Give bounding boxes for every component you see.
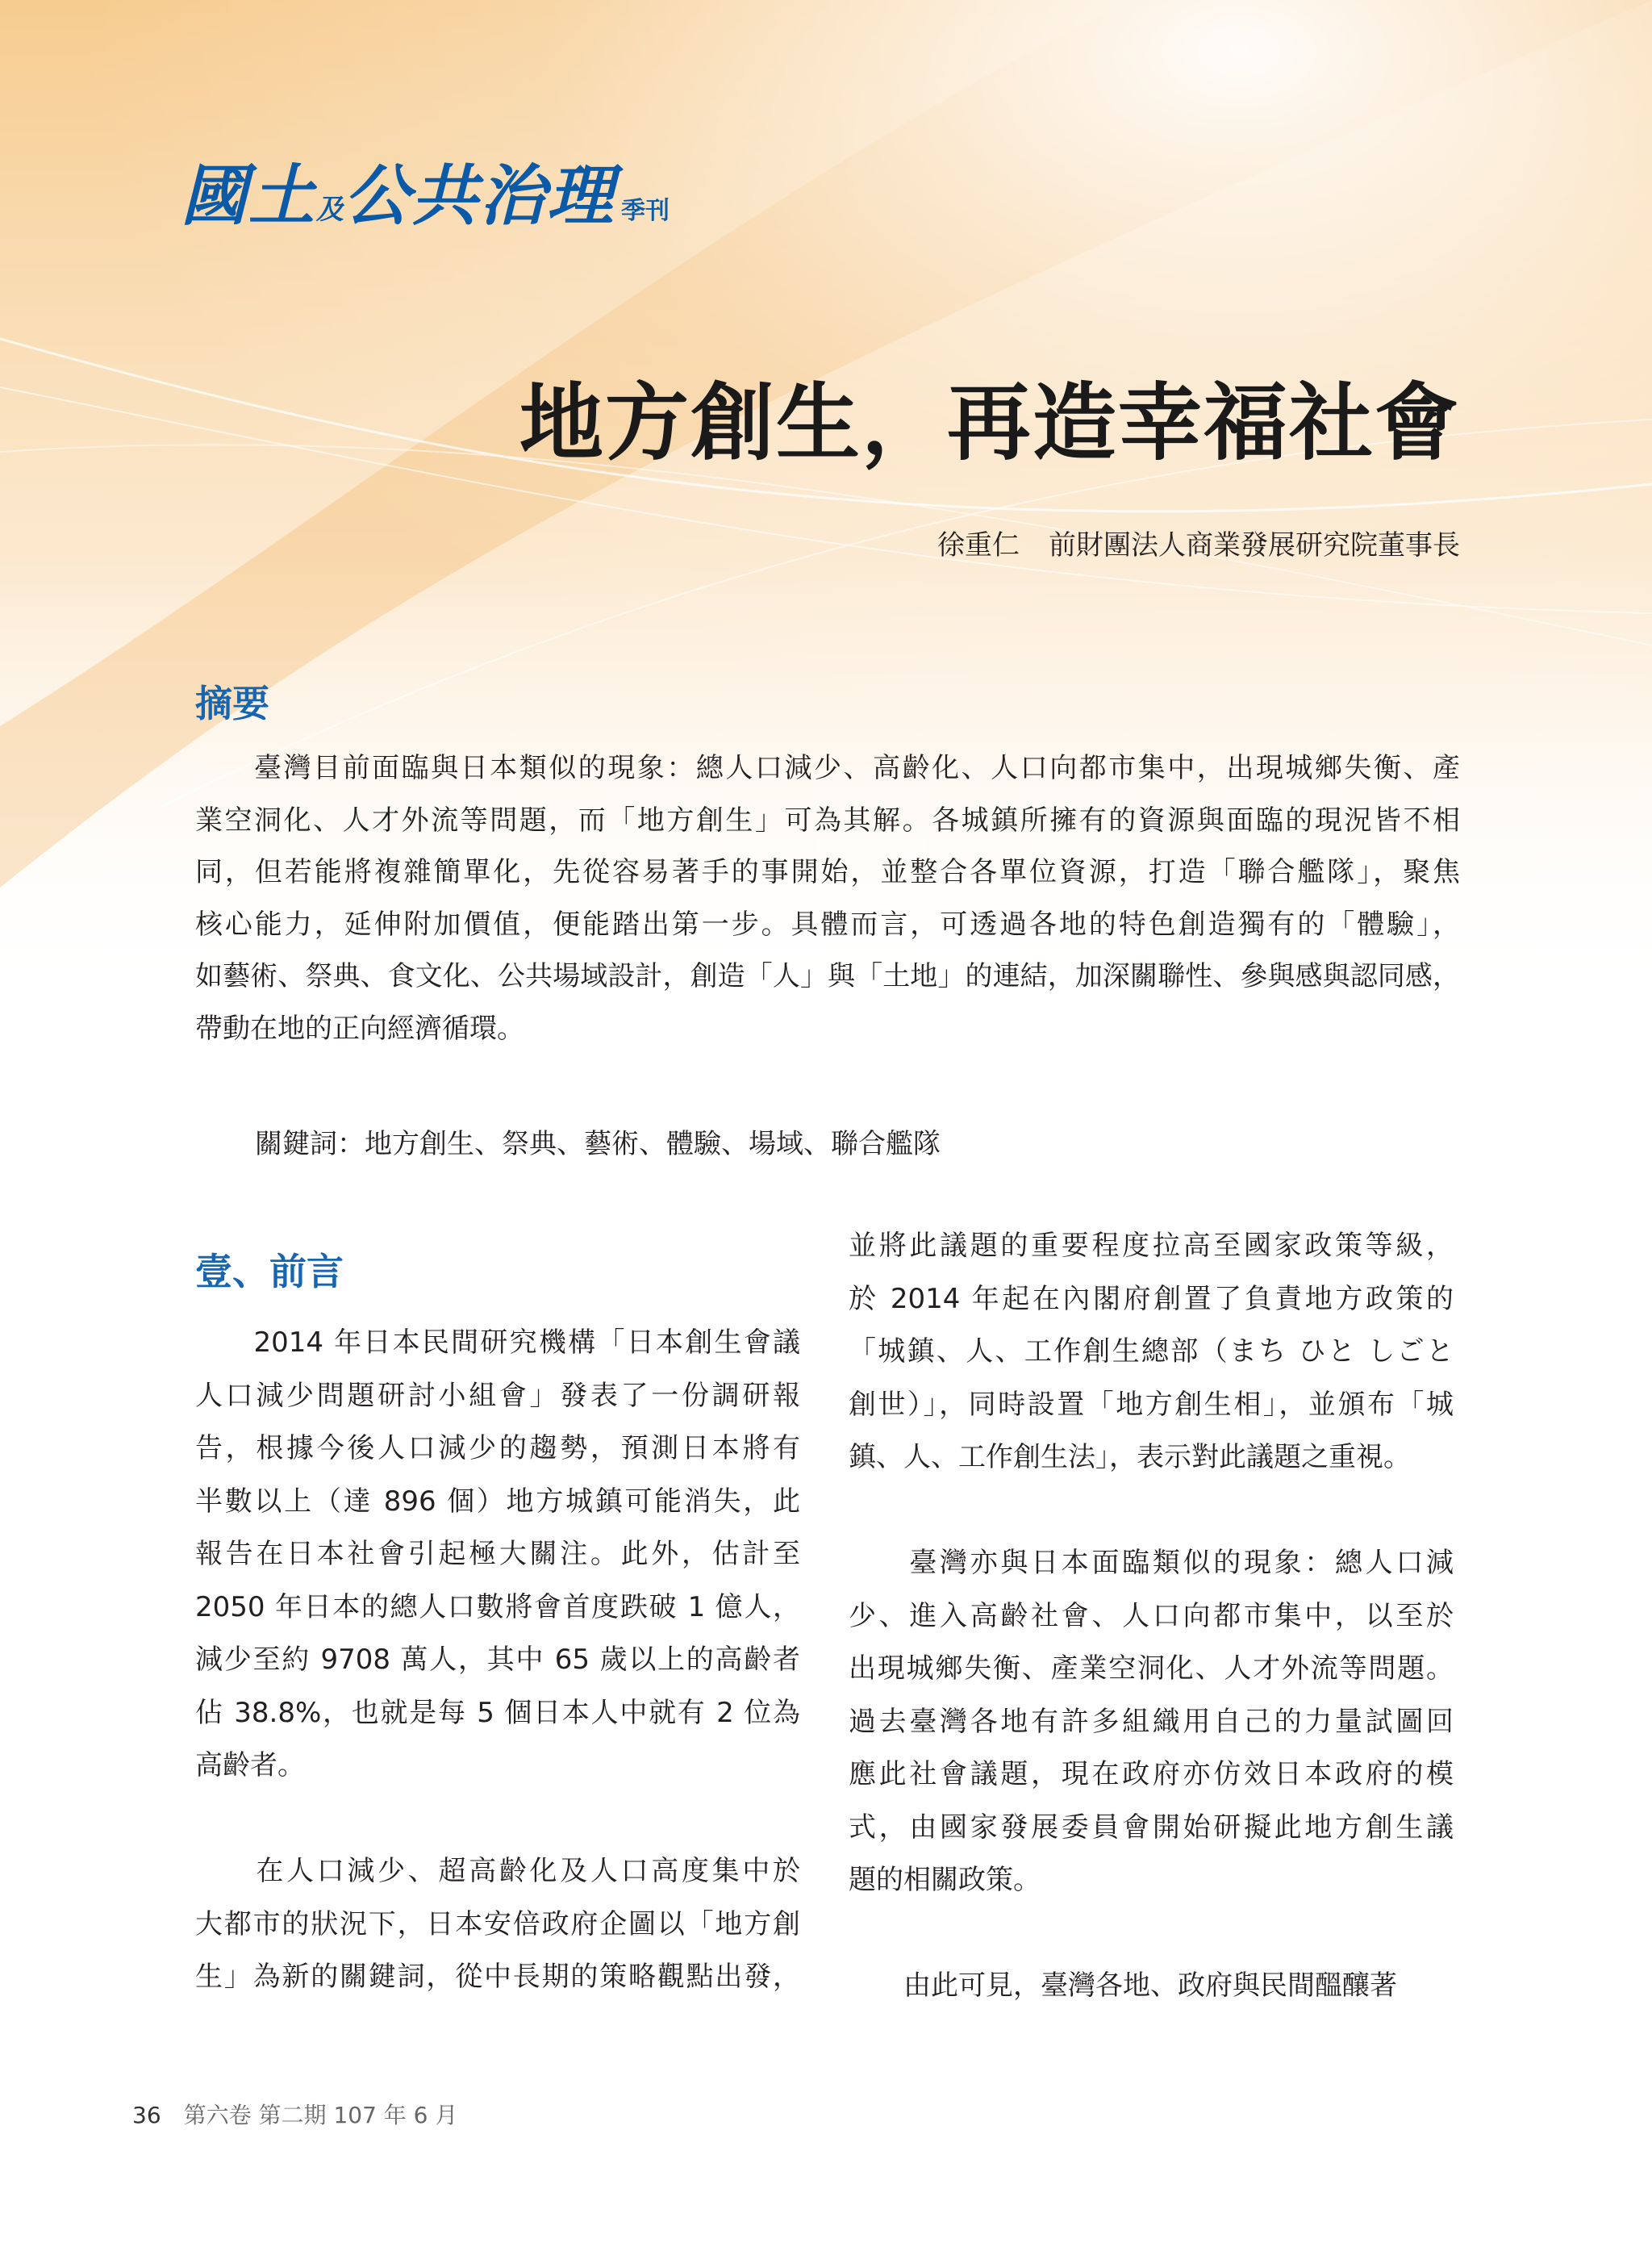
body-line: 少、進入高齡社會、人口向都市集中，以至於 <box>849 1599 1454 1632</box>
masthead-part2: 公共治理 <box>344 157 615 235</box>
abstract-line: 同，但若能將複雜簡單化，先從容易著手的事開始，並整合各單位資源，打造「聯合艦隊」，聚焦 <box>195 856 1460 888</box>
masthead-conjunction: 及 <box>316 194 344 226</box>
author-affiliation: 前財團法人商業發展研究院董事長 <box>1049 529 1460 562</box>
masthead-tag: 季刊 <box>621 197 670 225</box>
body-line: 高齡者。 <box>195 1749 305 1781</box>
body-line: 2050 年日本的總人口數將會首度跌破 1 億人， <box>195 1590 800 1623</box>
journal-masthead <box>181 144 670 238</box>
body-line: 報告在日本社會引起極大關注。此外，估計至 <box>195 1538 800 1570</box>
body-line: 創世）」，同時設置「地方創生相」，並頒布「城 <box>849 1388 1454 1421</box>
body-line: 由此可見，臺灣各地、政府與民間醞釀著 <box>849 1969 1397 2002</box>
body-line: 人口減少問題研討小組會」發表了一份調研報 <box>195 1379 800 1412</box>
article-title: 地方創生，再造幸福社會 <box>519 373 1460 472</box>
body-line: 減少至約 9708 萬人，其中 65 歲以上的高齡者 <box>195 1644 800 1676</box>
right-column <box>849 1220 1454 2013</box>
author-line <box>937 523 1460 562</box>
body-line: 生」為新的關鍵詞，從中長期的策略觀點出發， <box>195 1961 800 1993</box>
page-footer <box>132 2098 457 2130</box>
body-line: 出現城鄉失衡、產業空洞化、人才外流等問題。 <box>849 1652 1454 1685</box>
abstract-line: 核心能力，延伸附加價值，便能踏出第一步。具體而言，可透過各地的特色創造獨有的「體驗」， <box>195 908 1460 941</box>
body-line: 題的相關政策。 <box>849 1864 1041 1896</box>
section-heading: 壹、前言 <box>195 1250 344 1293</box>
body-line: 過去臺灣各地有許多組織用自己的力量試圖回 <box>849 1705 1454 1738</box>
keywords: 關鍵詞：地方創生、祭典、藝術、體驗、場域、聯合艦隊 <box>255 1128 941 1160</box>
author-name: 徐重仁 <box>937 529 1020 562</box>
body-line: 並將此議題的重要程度拉高至國家政策等級， <box>849 1230 1454 1262</box>
body-line: 鎮、人、工作創生法」，表示對此議題之重視。 <box>849 1441 1411 1473</box>
body-line: 應此社會議題，現在政府亦仿效日本政府的模 <box>849 1758 1454 1790</box>
abstract-line: 如藝術、祭典、食文化、公共場域設計，創造「人」與「土地」的連結，加深關聯性、參與感與認同感， <box>195 960 1460 992</box>
body-line: 在人口減少、超高齡化及人口高度集中於 <box>195 1855 800 1887</box>
masthead-part1: 國土 <box>181 157 316 235</box>
body-line: 大都市的狀況下，日本安倍政府企圖以「地方創 <box>195 1907 800 1940</box>
issue-info: 第六卷 第二期 107 年 6 月 <box>183 2102 458 2128</box>
body-line: 半數以上（達 896 個）地方城鎮可能消失，此 <box>195 1485 800 1518</box>
body-line: 於 2014 年起在內閣府創置了負責地方政策的 <box>849 1282 1454 1315</box>
page-number: 36 <box>132 2102 161 2128</box>
body-line: 「城鎮、人、工作創生總部（まち ひと しごと <box>849 1335 1454 1368</box>
body-line: 式，由國家發展委員會開始研擬此地方創生議 <box>849 1811 1454 1844</box>
body-line: 告，根據今後人口減少的趨勢，預測日本將有 <box>195 1432 800 1464</box>
abstract-line: 業空洞化、人才外流等問題，而「地方創生」可為其解。各城鎮所擁有的資源與面臨的現況皆不相 <box>195 804 1460 837</box>
abstract-line: 帶動在地的正向經濟循環。 <box>195 1012 524 1045</box>
abstract-line: 臺灣目前面臨與日本類似的現象：總人口減少、高齡化、人口向都市集中，出現城鄉失衡、產 <box>195 752 1460 784</box>
abstract-heading: 摘要 <box>195 682 269 725</box>
body-line: 佔 38.8%，也就是每 5 個日本人中就有 2 位為 <box>195 1696 800 1729</box>
left-column <box>195 1317 800 2004</box>
body-line: 臺灣亦與日本面臨類似的現象：總人口減 <box>849 1547 1454 1579</box>
body-line: 2014 年日本民間研究機構「日本創生會議 <box>195 1326 800 1359</box>
abstract-body <box>195 742 1460 1055</box>
